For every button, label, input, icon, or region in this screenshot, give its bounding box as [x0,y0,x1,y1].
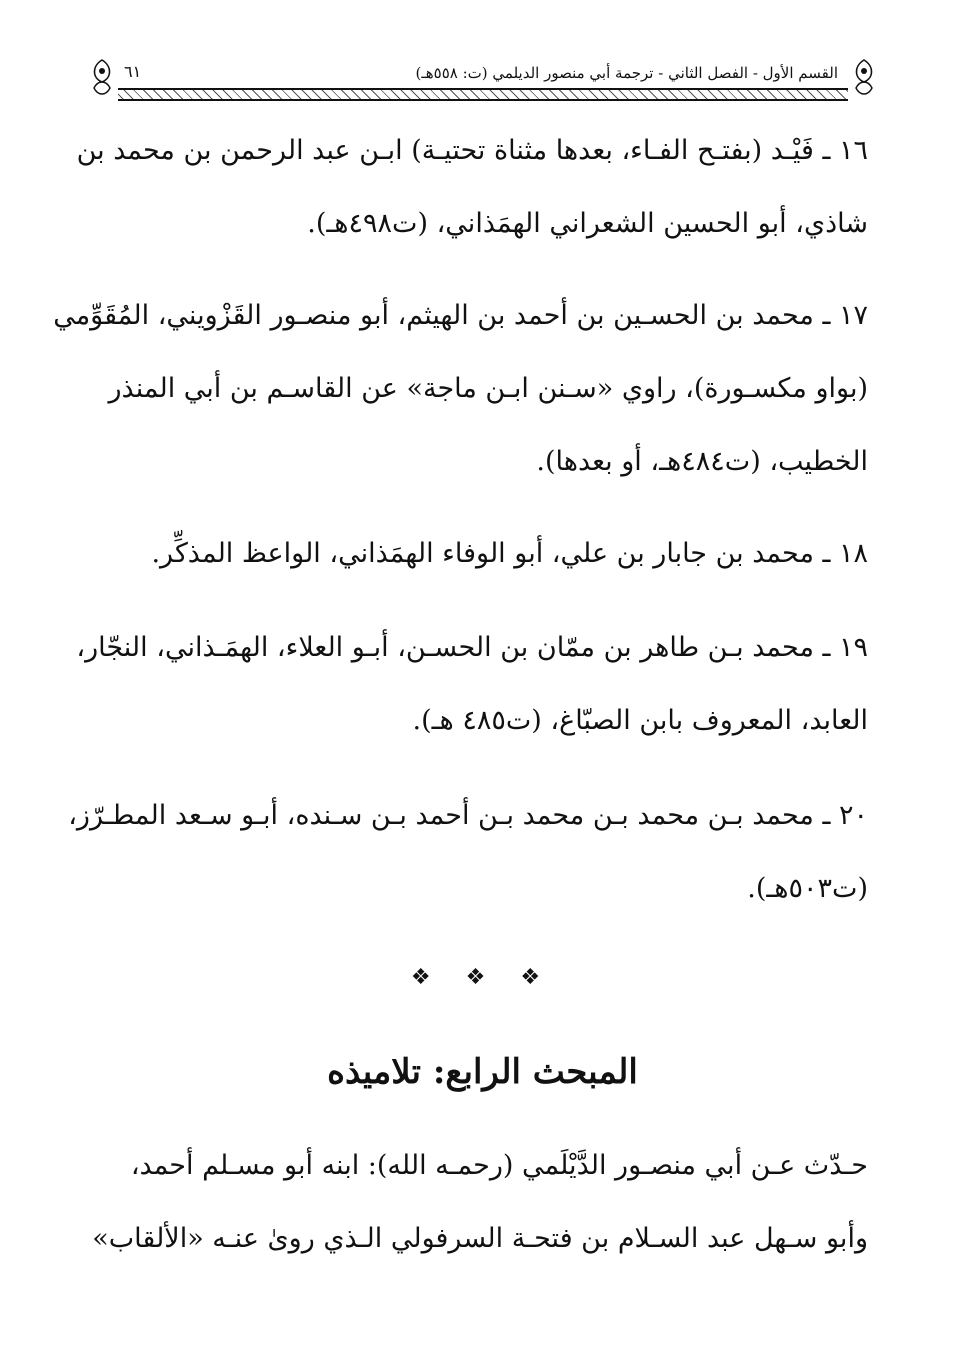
body-line: وأبو سـهل عبد السـلام بن فتحـة السرفولي الـذي روىٰ عنـه «الألقاب» [92,1223,868,1254]
header-rule [118,88,848,101]
section-title: المبحث الرابع: تلاميذه [327,1052,638,1092]
entry-line: شاذي، أبو الحسين الشعراني الهمَذاني، (ت٤٩٨هـ). [307,208,868,239]
entry-line: (بواو مكسـورة)، راوي «سـنن ابـن ماجة» عن القاسـم بن أبي المنذر [108,373,868,404]
page-number: ٦١ [124,62,142,81]
entry-line: (ت٥٠٣هـ). [747,873,868,904]
entry-line: ١٩ ـ محمد بـن طاهر بن ممّان بن الحسـن، أبـو العلاء، الهمَـذاني، النجّار، [76,632,868,663]
entry-line: العابد، المعروف بابن الصبّاغ، (ت٤٨٥ هـ). [412,705,868,736]
entry-line: ١٦ ـ فَيْـد (بفتـح الفـاء، بعدها مثناة تحتيـة) ابـن عبد الرحمن بن محمد بن [76,135,868,166]
entry-line: ١٨ ـ محمد بن جابار بن علي، أبو الوفاء الهمَذاني، الواعظ المذكِّر. [151,538,868,569]
ornament-left-icon [88,58,116,98]
entry-line: ١٧ ـ محمد بن الحسـين بن أحمد بن الهيثم، أبو منصـور القَزْويني، المُقَوِّمي [53,300,868,331]
running-header-title: القسم الأول - الفصل الثاني - ترجمة أبي منصور الديلمي (ت: ٥٥٨هـ) [415,64,838,82]
entry-line: ٢٠ ـ محمد بـن محمد بـن محمد بـن أحمد بـن سـنده، أبـو سـعد المطـرّز، [68,800,868,831]
body-line: حـدّث عـن أبي منصـور الدَّيْلَمي (رحمـه الله): ابنه أبو مسـلم أحمد، [130,1150,868,1181]
ornament-right-icon [850,58,878,98]
entry-line: الخطيب، (ت٤٨٤هـ، أو بعدها). [536,446,868,477]
page-header [88,58,878,108]
section-separator: ❖ ❖ ❖ [410,965,555,990]
